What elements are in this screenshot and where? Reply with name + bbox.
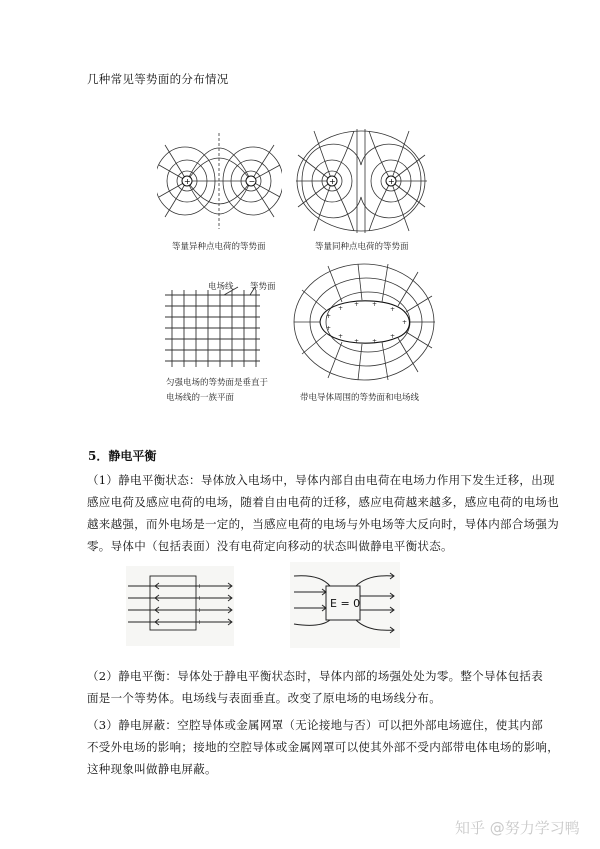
svg-text:+: + (354, 338, 360, 345)
svg-text:−: − (146, 595, 152, 602)
figure-induced-field (126, 566, 234, 646)
svg-text:−: − (146, 619, 152, 626)
svg-text:+: + (388, 177, 395, 186)
svg-text:−: − (248, 177, 256, 186)
svg-text:+: + (197, 607, 203, 614)
svg-text:+: + (372, 338, 378, 345)
svg-text:+: + (326, 313, 332, 320)
svg-text:+: + (329, 177, 336, 186)
fig3-label-field-line: 电场线 (208, 282, 234, 292)
fig5-e-zero-label: E = 0 (330, 597, 361, 610)
para-electrostatic-shielding (87, 714, 559, 780)
svg-text:+: + (372, 301, 378, 308)
svg-text:+: + (390, 306, 396, 313)
section5-number: 5． (88, 449, 109, 463)
svg-text:+: + (197, 583, 203, 590)
fig3-caption-line2: 电场线的一族平面 (166, 393, 235, 403)
para2-line: 面是一个等势体。电场线与表面垂直。改变了原电场的电场线分布。 (87, 691, 441, 705)
para-electrostatic-state (87, 469, 559, 557)
svg-text:+: + (402, 319, 408, 326)
para1-line: 越来越强，而外电场是一定的，当感应电荷的电场与外电场等大反向时，导体内部合场强为 (87, 517, 559, 531)
svg-text:+: + (338, 305, 344, 312)
section5-title: 静电平衡 (108, 449, 157, 463)
figure-opposite-charges (157, 125, 282, 237)
watermark: 知乎 @努力学习鸭 (455, 819, 580, 837)
fig3-caption-line1: 匀强电场的等势面是垂直于 (166, 378, 269, 388)
para2-line: （2）静电平衡：导体处于静电平衡状态时，导体内部的场强处处为零。整个导体包括表 (87, 669, 544, 683)
para3-line: 这种现象叫做静电屏蔽。 (87, 762, 217, 776)
fig2-caption: 等量同种点电荷的等势面 (315, 242, 409, 252)
para3-line: （3）静电屏蔽：空腔导体或金属网罩（无论接地与否）可以把外部电场遮住，使其内部 (87, 718, 544, 732)
svg-text:+: + (184, 177, 191, 186)
para1-line: （1）静电平衡状态：导体放入电场中，导体内部自由电荷在电场力作用下发生迁移，出现 (87, 473, 555, 487)
figure-like-charges (294, 125, 429, 237)
figure-charged-conductor (292, 260, 437, 385)
svg-text:+: + (338, 333, 344, 340)
para3-line: 不受外电场的影响；接地的空腔导体或金属网罩可以使其外部不受内部带电体电场的影响， (87, 740, 559, 754)
para1-line: 零。导体中（包括表面）没有电荷定向移动的状态叫做静电平衡状态。 (87, 539, 453, 553)
figure-zero-field-conductor (290, 562, 400, 648)
svg-text:+: + (197, 595, 203, 602)
svg-text:+: + (326, 325, 332, 332)
fig1-caption: 等量异种点电荷的等势面 (172, 242, 266, 252)
para-electrostatic-equilibrium (87, 665, 544, 709)
section-intro: 几种常见等势面的分布情况 (87, 72, 229, 86)
svg-text:+: + (390, 333, 396, 340)
svg-text:+: + (354, 301, 360, 308)
svg-text:+: + (197, 619, 203, 626)
fig3-label-equipotential: 等势面 (250, 282, 276, 292)
section5-heading (88, 447, 156, 464)
para1-line: 感应电荷及感应电荷的电场，随着自由电荷的迁移，感应电荷越来越多，感应电荷的电场也 (87, 495, 559, 509)
fig4-caption: 带电导体周围的等势面和电场线 (300, 393, 420, 403)
svg-text:−: − (146, 583, 152, 590)
svg-text:−: − (146, 607, 152, 614)
